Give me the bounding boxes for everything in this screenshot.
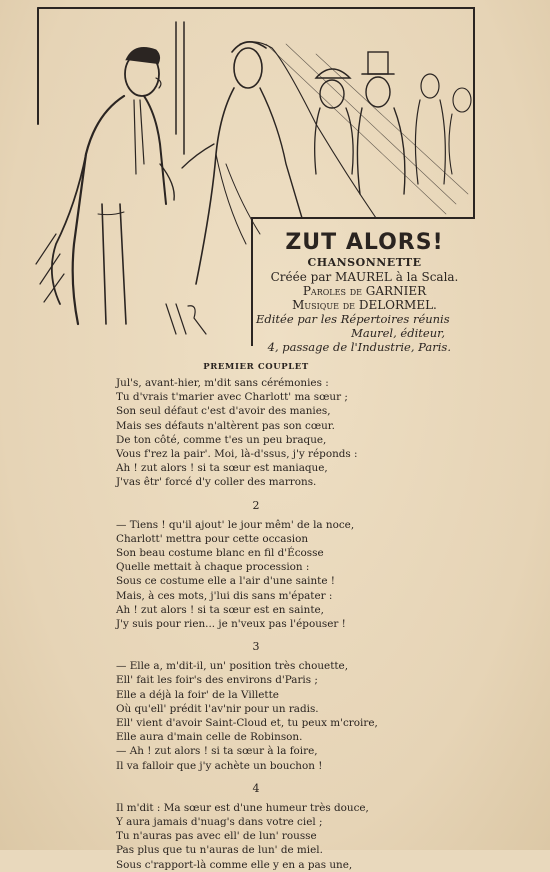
lyrics-credit: Paroles de GARNIER xyxy=(302,284,427,298)
stanza-3 xyxy=(116,659,396,773)
verse-line: J'vas êtr' forcé d'y coller des marrons. xyxy=(116,476,317,489)
verse-line: J'y suis pour rien... je n'veux pas l'épouser ! xyxy=(116,618,346,631)
music-credit: Musique de DELORMEL. xyxy=(292,298,437,312)
song-genre: CHANSONNETTE xyxy=(307,256,422,269)
verse-line: — Tiens ! qu'il ajout' le jour mêm' de la noce, xyxy=(116,518,355,531)
verse-line: Ah ! zut alors ! si ta sœur est en sainte, xyxy=(116,603,324,616)
verse-line: Il m'dit : Ma sœur est d'une humeur très douce, xyxy=(116,801,369,814)
verse-line: Tu n'auras pas avec ell' de lun' rousse xyxy=(116,830,317,843)
stanza-4 xyxy=(116,801,396,872)
verse-line: Sous c'rapport-là comme elle y en a pas une, xyxy=(116,858,353,871)
verse-line: — Ah ! zut alors ! si ta sœur à la foire, xyxy=(116,745,318,758)
verse-line: Où qu'ell' prédit l'av'nir pour un radis. xyxy=(116,702,319,715)
verse-line: Tu d'vrais t'marier avec Charlott' ma sœur ; xyxy=(116,391,348,404)
title-block xyxy=(252,226,477,354)
verse-line: Ell' vient d'avoir Saint-Cloud et, tu peux m'croire, xyxy=(116,717,378,730)
verse-line: Jul's, avant-hier, m'dit sans cérémonies : xyxy=(116,377,329,389)
verse-line: Ah ! zut alors ! si ta sœur est maniaque, xyxy=(116,462,328,475)
verse-line: Y aura jamais d'nuag's dans votre ciel ; xyxy=(116,816,323,829)
song-title: ZUT ALORS! xyxy=(285,230,444,255)
verse-line: Charlott' mettra pour cette occasion xyxy=(116,532,309,545)
verse-line: Mais ses défauts n'altèrent pas son cœur. xyxy=(116,419,335,432)
verse-line: De ton côté, comme t'es un peu braque, xyxy=(116,433,327,446)
stanza-number: 3 xyxy=(252,640,260,654)
verse-line: Elle aura d'main celle de Robinson. xyxy=(116,731,303,744)
publisher-line-2: Maurel, éditeur, xyxy=(351,326,445,340)
verse-line: Sous ce costume elle a l'air d'une sainte ! xyxy=(116,575,335,588)
stanza-number: 2 xyxy=(252,498,260,512)
verse-line: Pas plus que tu n'auras de lun' de miel. xyxy=(116,844,323,857)
publisher-line-1: Editée par les Répertoires réunis xyxy=(256,312,450,326)
lyrics-body xyxy=(116,362,396,872)
stanza-2 xyxy=(116,518,396,632)
verse-line: Vous f'rez la pair'. Moi, là-d'ssus, j'y réponds : xyxy=(116,448,358,461)
verse-line: Mais, à ces mots, j'lui dis sans m'épater : xyxy=(116,589,333,602)
verse-line: — Elle a, m'dit-il, un' position très chouette, xyxy=(116,660,348,673)
publisher-line-3: 4, passage de l'Industrie, Paris. xyxy=(267,340,451,354)
verse-line: Quelle mettait à chaque procession : xyxy=(116,561,310,574)
verse-line: Il va falloir que j'y achète un bouchon ! xyxy=(116,759,323,772)
created-by-line: Créée par MAUREL à la Scala. xyxy=(270,270,459,284)
stanza-number: 4 xyxy=(252,781,260,795)
couplet-heading: PREMIER COUPLET xyxy=(203,362,309,372)
verse-line: Son seul défaut c'est d'avoir des manies, xyxy=(116,405,331,418)
verse-line: Ell' fait les foir's des environs d'Paris ; xyxy=(116,674,318,687)
stanza-1 xyxy=(116,376,396,490)
verse-line: Son beau costume blanc en fil d'Écosse xyxy=(116,547,324,560)
verse-line: Elle a déjà la foir' de la Villette xyxy=(116,688,279,701)
